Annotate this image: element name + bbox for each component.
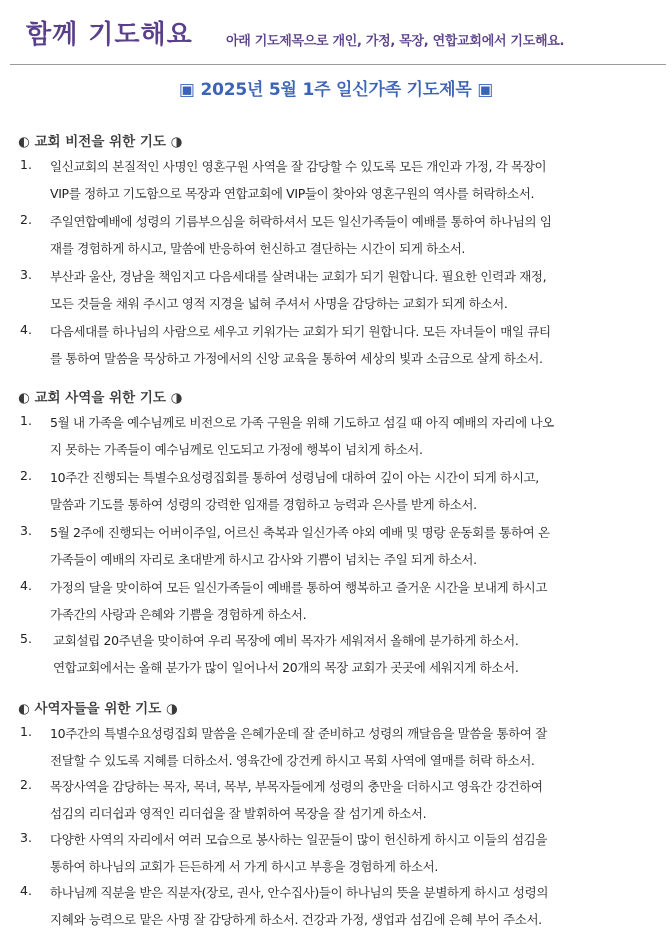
item-text: 전달할 수 있도록 지혜를 더하소서. 영육간에 강건케 하시고 목회 사역에 열매를 허락 하소서.	[50, 753, 535, 768]
item-text: 말씀과 기도를 통하여 성령의 강력한 임재를 경험하고 능력과 은사를 받게 하소서.	[50, 497, 477, 512]
item-text: 재를 경험하게 하시고, 말씀에 반응하여 헌신하고 결단하는 시간이 되게 하소서.	[50, 241, 466, 256]
item-text: 10주간 진행되는 특별수요성령집회를 통하여 성령님에 대하여 깊이 아는 시간이 되게 하시고,	[50, 470, 539, 485]
item-number: 4.	[20, 883, 32, 898]
item-text: 연합교회에서는 올해 분가가 많이 일어나서 20개의 목장 교회가 곳곳에 세워지게 하소서.	[53, 660, 519, 675]
item-number: 3.	[20, 523, 32, 538]
item-number: 1.	[20, 724, 32, 739]
item-text: 주일연합예배에 성령의 기름부으심을 허락하셔서 모든 일신가족들이 예배를 통하여 하나님의 임	[50, 214, 552, 229]
item-text: 모든 것들을 채워 주시고 영적 지경을 넓혀 주셔서 사명을 감당하는 교회가 되게 하소서.	[50, 296, 508, 311]
item-number: 2.	[20, 777, 32, 792]
item-text: 하나님께 직분을 받은 직분자(장로, 권사, 안수집사)들이 하나님의 뜻을 분별하게 하시고 성령의	[50, 885, 549, 900]
item-text: 10주간의 특별수요성령집회 말씀을 은혜가운데 잘 준비하고 성령의 깨달음을 말씀을 통하여 잘	[50, 726, 547, 741]
section-heading: ◐ 교회 사역을 위한 기도 ◑	[18, 390, 183, 406]
section-heading: ◐ 사역자들을 위한 기도 ◑	[18, 701, 178, 717]
section-heading: ◐ 교회 비전을 위한 기도 ◑	[18, 134, 183, 150]
item-text: 5월 2주에 진행되는 어버이주일, 어르신 축복과 일신가족 야외 예배 및 명랑 운동회를 통하여 온	[50, 525, 550, 540]
item-text: 섬김의 리더쉽과 영적인 리더쉽을 잘 발휘하여 목장을 잘 섬기게 하소서.	[50, 806, 427, 821]
item-text: 를 통하여 말씀을 묵상하고 가정에서의 신앙 교육을 통하여 세상의 빛과 소금으로 살게 하소서.	[50, 351, 543, 366]
item-number: 4.	[20, 322, 32, 337]
item-number: 2.	[20, 212, 32, 227]
header-tagline: 아래 기도제목으로 개인, 가정, 목장, 연합교회에서 기도해요.	[226, 34, 565, 49]
item-text: 다음세대를 하나님의 사람으로 세우고 키워가는 교회가 되기 원합니다. 모든 자녀들이 매일 큐티	[50, 324, 551, 339]
item-text: 가정의 달을 맞이하여 모든 일신가족들이 예배를 통하여 행복하고 즐거운 시간을 보내게 하시고	[50, 580, 548, 595]
item-text: 부산과 울산, 경남을 책임지고 다음세대를 살려내는 교회가 되기 원합니다. 필요한 인력과 재정,	[50, 269, 547, 284]
page-title: ▣ 2025년 5월 1주 일신가족 기도제목 ▣	[178, 80, 494, 100]
item-text: VIP를 정하고 기도함으로 목장과 연합교회에 VIP들이 찾아와 영혼구원의 역사를 허락하소서.	[50, 186, 535, 201]
item-text: 목장사역을 감당하는 목자, 목녀, 목부, 부목자들에게 성령의 충만을 더하시고 영육간 강건하여	[50, 779, 543, 794]
page-header	[0, 0, 672, 66]
item-text: 다양한 사역의 자리에서 여러 모습으로 봉사하는 일꾼들이 많이 헌신하게 하시고 이들의 섬김을	[50, 832, 548, 847]
item-number: 3.	[20, 267, 32, 282]
item-text: 지혜와 능력으로 맡은 사명 잘 감당하게 하소서. 건강과 가정, 생업과 섬김에 은혜 부어 주소서.	[50, 912, 542, 927]
item-text: 일신교회의 본질적인 사명인 영혼구원 사역을 잘 감당할 수 있도록 모든 개인과 가정, 각 목장이	[50, 159, 547, 174]
brand-title: 함께 기도해요	[26, 20, 193, 50]
item-text: 지 못하는 가족들이 예수님께로 인도되고 가정에 행복이 넘치게 하소서.	[50, 442, 423, 457]
item-text: 5월 내 가족을 예수님께로 비전으로 가족 구원을 위해 기도하고 섬길 때 아직 예배의 자리에 나오	[50, 415, 554, 430]
item-text: 통하여 하나님의 교회가 든든하게 서 가게 하시고 부흥을 경험하게 하소서.	[50, 859, 438, 874]
header-divider	[10, 64, 666, 65]
item-number: 3.	[20, 830, 32, 845]
item-text: 교회설립 20주년을 맞이하여 우리 목장에 예비 목자가 세워져서 올해에 분가하게 하소서.	[53, 633, 519, 648]
item-text: 가족들이 예배의 자리로 초대받게 하시고 감사와 기쁨이 넘치는 주일 되게 하소서.	[50, 552, 477, 567]
item-number: 2.	[20, 468, 32, 483]
item-number: 4.	[20, 578, 32, 593]
item-text: 가족간의 사랑과 은혜와 기쁨을 경험하게 하소서.	[50, 607, 307, 622]
item-number: 5.	[20, 631, 32, 646]
item-number: 1.	[20, 413, 32, 428]
item-number: 1.	[20, 157, 32, 172]
